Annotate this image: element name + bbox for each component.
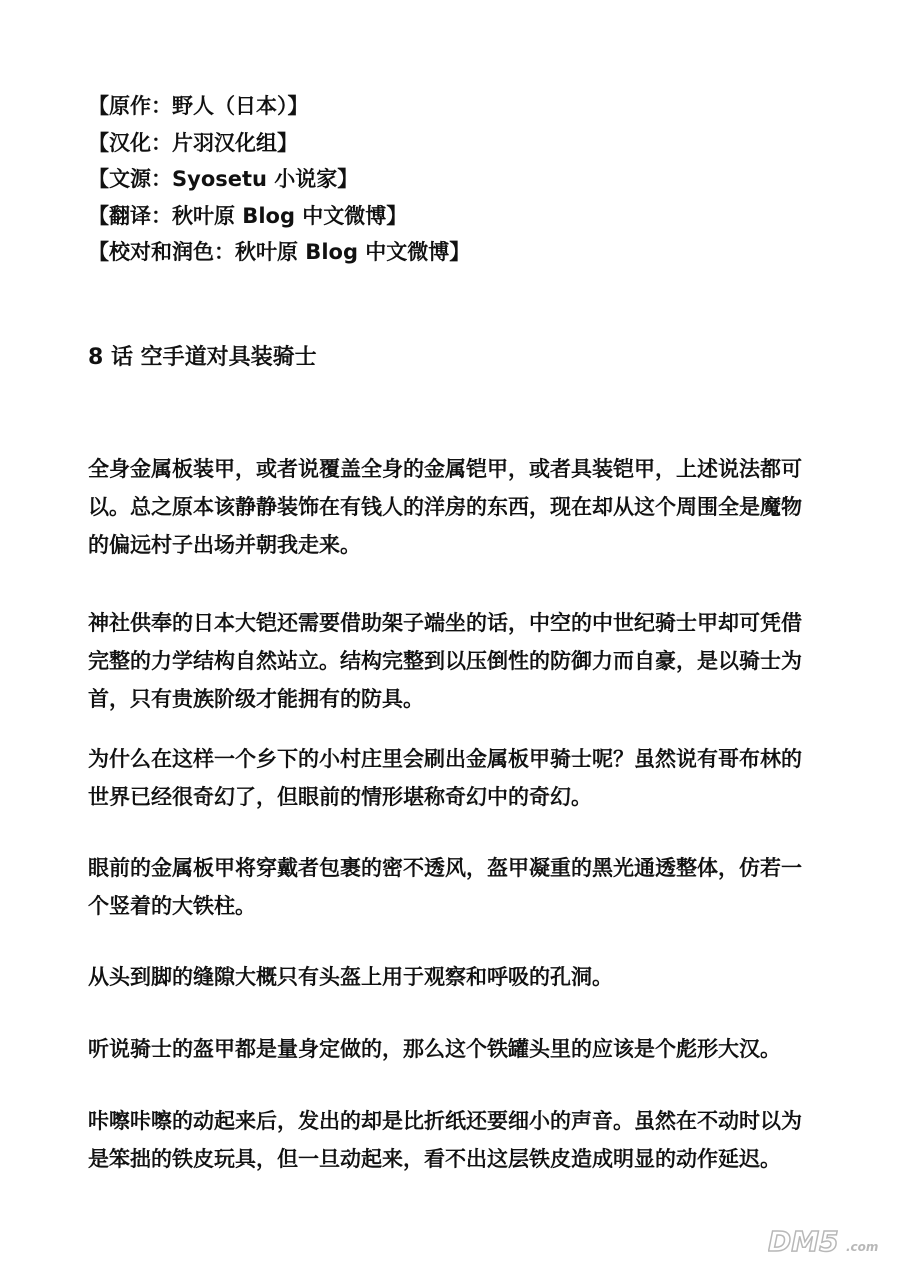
watermark-logo-text: DM5 <box>768 1225 839 1258</box>
dm5-watermark-logo <box>768 1219 888 1259</box>
credit-proofreader: 【校对和润色：秋叶原 Blog 中文微博】 <box>88 240 471 264</box>
paragraph-1: 全身金属板装甲，或者说覆盖全身的金属铠甲，或者具装铠甲，上述说法都可以。总之原本该静静装饰在有钱人的洋房的东西，现在却从这个周围全是魔物的偏远村子出场并朝我走来。 <box>88 457 802 557</box>
credit-translator: 【翻译：秋叶原 Blog 中文微博】 <box>88 203 408 228</box>
watermark-suffix-text: .com <box>846 1240 879 1254</box>
credit-source: 【文源：Syosetu 小说家】 <box>88 167 359 191</box>
credit-translation-group: 【汉化：片羽汉化组】 <box>88 130 298 155</box>
paragraph-5: 从头到脚的缝隙大概只有头盔上用于观察和呼吸的孔洞。 <box>88 965 613 989</box>
paragraph-6: 听说骑士的盔甲都是量身定做的，那么这个铁罐头里的应该是个彪形大汉。 <box>88 1037 781 1061</box>
credits-block <box>88 88 808 271</box>
paragraph-4: 眼前的金属板甲将穿戴者包裹的密不透风，盔甲凝重的黑光通透整体，仿若一个竖着的大铁柱。 <box>88 856 802 918</box>
paragraph-3: 为什么在这样一个乡下的小村庄里会刷出金属板甲骑士呢？虽然说有哥布林的世界已经很奇幻了，但眼前的情形堪称奇幻中的奇幻。 <box>88 747 802 809</box>
credit-original-author: 【原作：野人（日本）】 <box>88 94 309 118</box>
paragraph-2: 神社供奉的日本大铠还需要借助架子端坐的话，中空的中世纪骑士甲却可凭借完整的力学结构自然站立。结构完整到以压倒性的防御力而自豪，是以骑士为首，只有贵族阶级才能拥有的防具。 <box>88 611 802 711</box>
paragraph-7: 咔嚓咔嚓的动起来后，发出的却是比折纸还要细小的声音。虽然在不动时以为是笨拙的铁皮玩具，但一旦动起来，看不出这层铁皮造成明显的动作延迟。 <box>88 1109 802 1171</box>
chapter-title: 8 话 空手道对具装骑士 <box>88 345 317 370</box>
